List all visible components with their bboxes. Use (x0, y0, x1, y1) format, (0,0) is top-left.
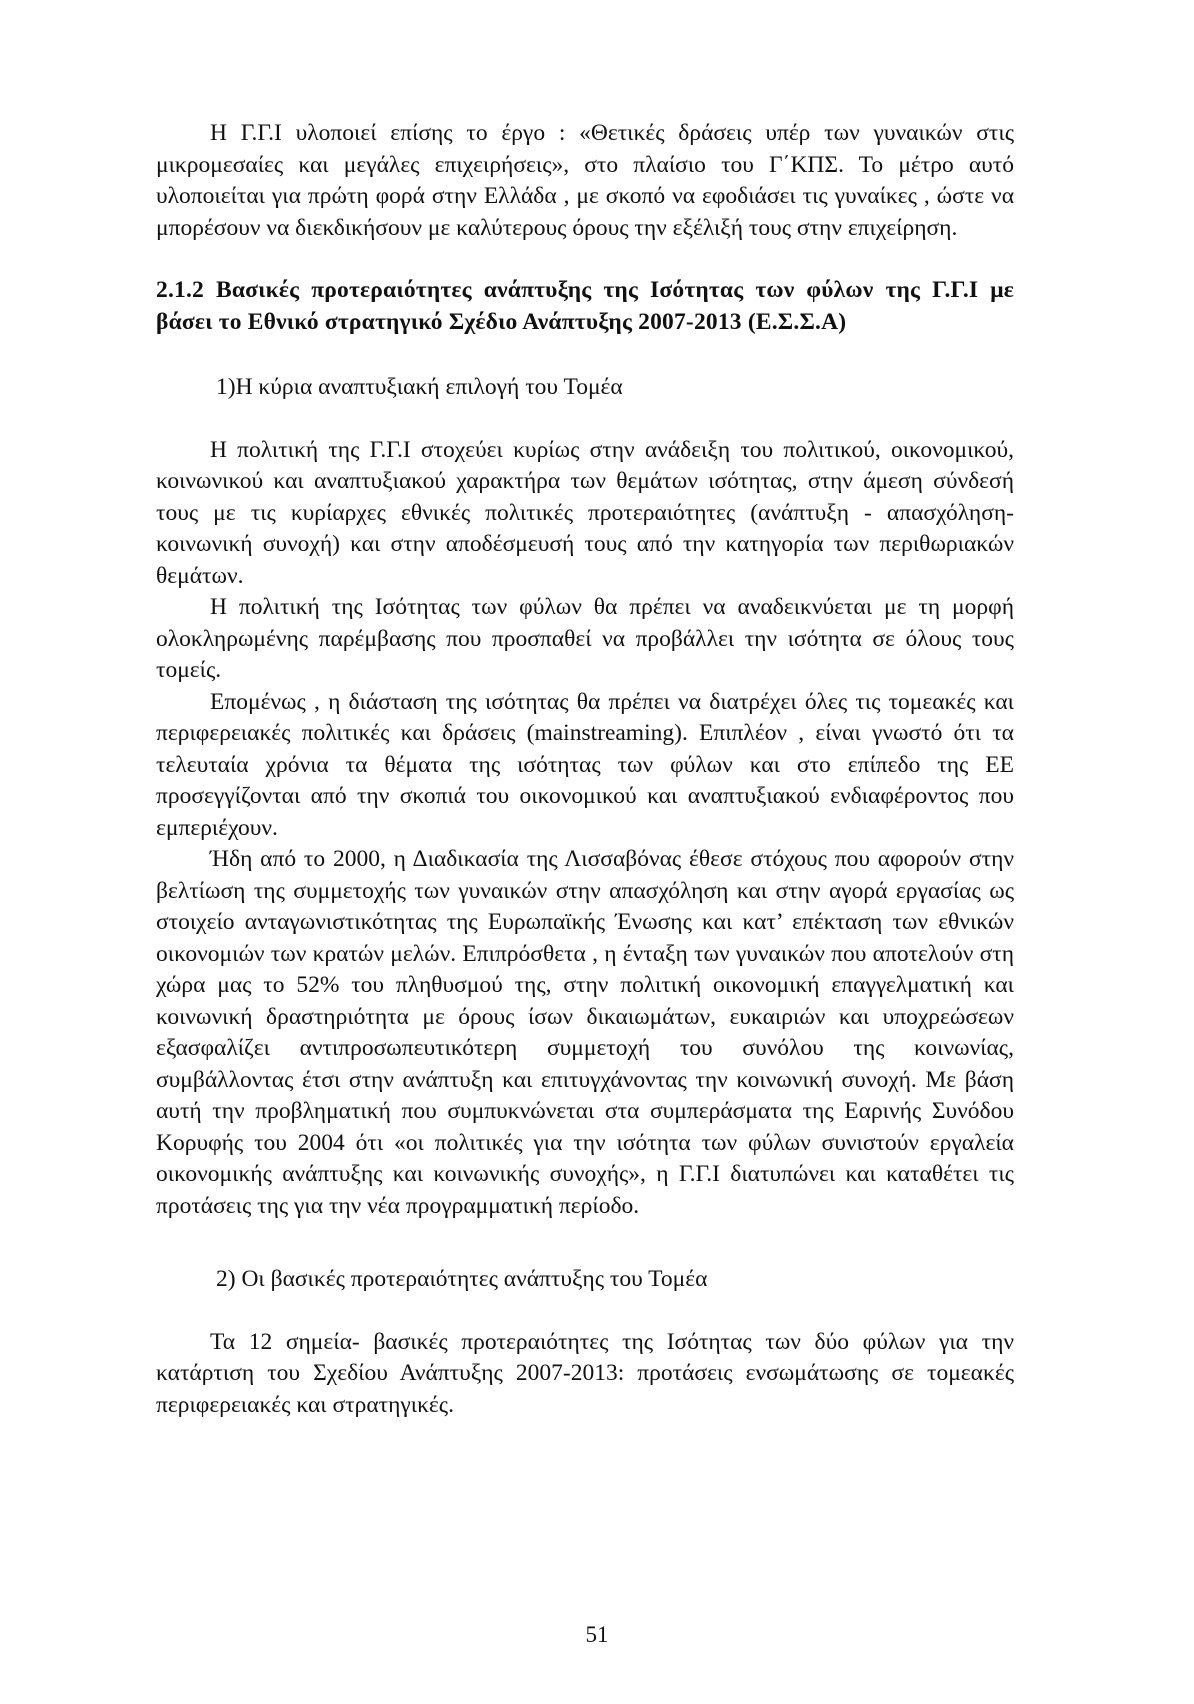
paragraph-lisbon: Ήδη από το 2000, η Διαδικασία της Λισσαβόνας έθεσε στόχους που αφορούν στην βελτίωση της συμμετοχής των γυναικών στην απασχόληση και στην αγορά εργασίας ως στοιχείο ανταγωνιστικότητας της Ευρωπαϊκής Ένωσης και κατ’ επέκταση των εθνικών οικονομιών των κρατών μελών. Επιπρόσθετα , η ένταξη των γυναικών που αποτελούν στη χώρα μας το 52% του πληθυσμού της, στην πολιτική οικονομική επαγγελματική και κοινωνική δραστηριότητα με όρους ίσων δικαιωμάτων, ευκαιριών και υποχρεώσεων εξασφαλίζει αντιπροσωπευτικότερη συμμετοχή του συνόλου της κοινωνίας, συμβάλλοντας έτσι στην ανάπτυξη και επιτυγχάνοντας την κοινωνική συνοχή. Με βάση αυτή την προβληματική που συμπυκνώνεται στα συμπεράσματα της Εαρινής Συνόδου Κορυφής του 2004 ότι «οι πολιτικές για την ισότητα των φύλων συνιστούν εργαλεία οικονομικής ανάπτυξης και κοινωνικής συνοχής», η Γ.Γ.Ι διατυπώνει και καταθέτει τις προτάσεις της για την νέα προγραμματική περίοδο. (156, 846, 1014, 1219)
paragraph-equality-policy: Η πολιτική της Ισότητας των φύλων θα πρέπει να αναδεικνύεται με τη μορφή ολοκληρωμένης παρέμβασης που προσπαθεί να προβάλλει την ισότητα σε όλους τους τομείς. (156, 594, 1014, 683)
paragraph-mainstreaming: Επομένως , η διάσταση της ισότητας θα πρέπει να διατρέχει όλες τις τομεακές και περιφερειακές πολιτικές και δράσεις (mainstreaming). Επιπλέον , είναι γνωστό ότι τα τελευταία χρόνια τα θέματα της ισότητας των φύλων και στο επίπεδο της ΕΕ προσεγγίζονται από την σκοπιά του οικονομικού και αναπτυξιακού ενδιαφέροντος που εμπεριέχουν. (156, 688, 1014, 841)
section-heading: 2.1.2 Βασικές προτεραιότητες ανάπτυξης της Ισότητας των φύλων της Γ.Γ.Ι με βάσει το Εθνικό στρατηγικό Σχέδιο Ανάπτυξης 2007-2013 (Ε.Σ.Σ.Α) (156, 277, 1014, 335)
paragraph-policy: Η πολιτική της Γ.Γ.Ι στοχεύει κυρίως στην ανάδειξη του πολιτικού, οικονομικού, κοινωνικού και αναπτυξιακού χαρακτήρα των θεμάτων ισότητας, στην άμεση σύνδεσή τους με τις κυρίαρχες εθνικές πολιτικές προτεραιότητες (ανάπτυξη - απασχόληση- κοινωνική συνοχή) και στην αποδέσμευσή τους από την κατηγορία των περιθωριακών θεμάτων. (156, 436, 1014, 589)
subheading-priorities: 2) Οι βασικές προτεραιότητες ανάπτυξης του Τομέα (216, 1266, 708, 1292)
page-number: 51 (585, 1622, 609, 1647)
intro-paragraph: Η Γ.Γ.Ι υλοποιεί επίσης το έργο : «Θετικές δράσεις υπέρ των γυναικών στις μικρομεσαίες και μεγάλες επιχειρήσεις», στο πλαίσιο του Γ΄ΚΠΣ. Το μέτρο αυτό υλοποιείται για πρώτη φορά στην Ελλάδα , με σκοπό να εφοδιάσει τις γυναίκες , ώστε να μπορέσουν να διεκδικήσουν με καλύτερους όρους την εξέλιξή τους στην επιχείρηση. (156, 120, 1014, 241)
paragraph-twelve-points: Τα 12 σημεία- βασικές προτεραιότητες της Ισότητας των δύο φύλων για την κατάρτιση του Σχεδίου Ανάπτυξης 2007-2013: προτάσεις ενσωμάτωσης σε τομεακές περιφερειακές και στρατηγικές. (156, 1328, 1014, 1418)
subheading-main-choice: 1)Η κύρια αναπτυξιακή επιλογή του Τομέα (216, 374, 623, 400)
page-body (156, 118, 1014, 1421)
